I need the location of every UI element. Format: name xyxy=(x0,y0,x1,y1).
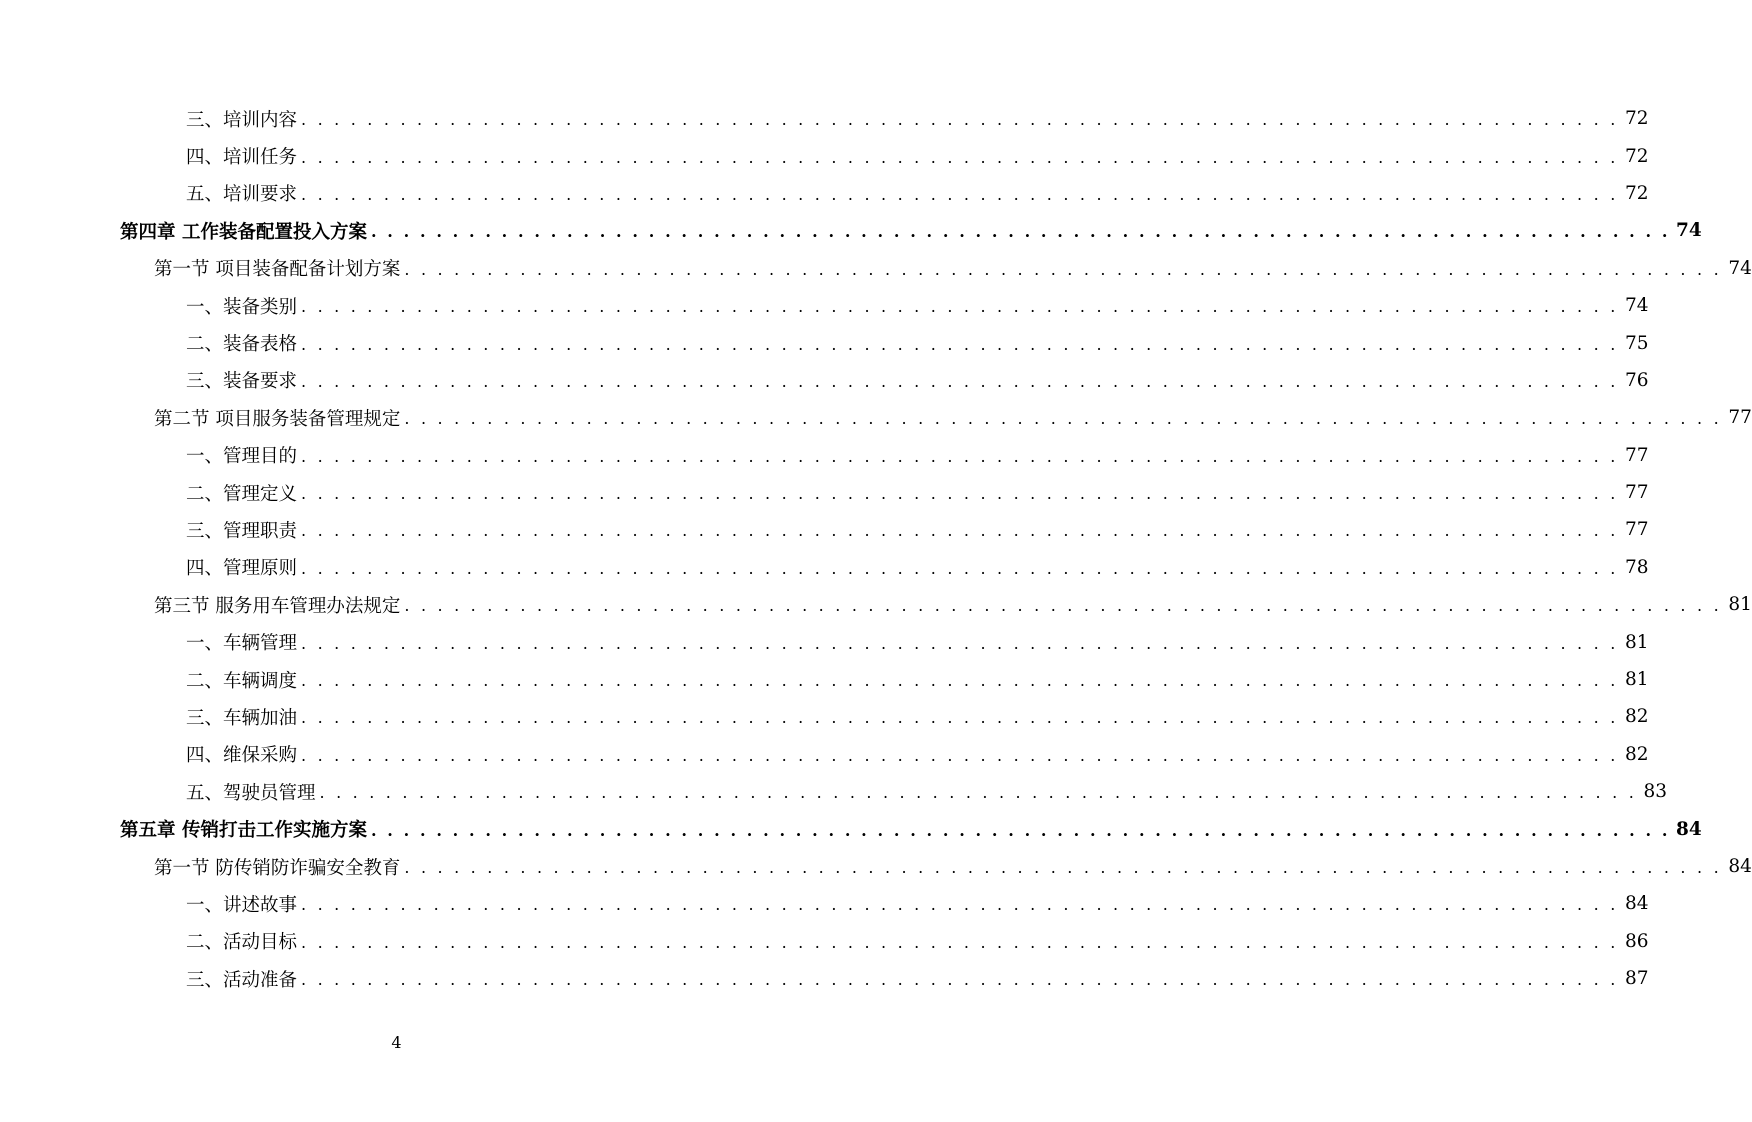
toc-entry-page: 81 xyxy=(1624,631,1649,653)
toc-entry-page: 74 xyxy=(1624,295,1649,317)
toc-entry-page: 81 xyxy=(1728,594,1752,616)
toc-entry-title: 四、维保采购 xyxy=(186,745,298,767)
toc-subsection-entry[interactable] xyxy=(0,773,1667,810)
toc-subsection-entry[interactable] xyxy=(0,736,1649,773)
toc-entry-page: 72 xyxy=(1624,145,1649,167)
toc-subsection-entry[interactable] xyxy=(0,661,1649,698)
dot-leader: . . . . . . . . . . . . . . . . . . . . . . . . . . . . . . . . . . . . . . . . . . . . . . . . . . . . . . . . . . . . . . . . . . . . . . . . . . . . . . . . xyxy=(301,297,1619,317)
toc-entry-page: 72 xyxy=(1624,182,1649,204)
toc-subsection-entry[interactable] xyxy=(0,287,1649,324)
dot-leader: . . . . . . . . . . . . . . . . . . . . . . . . . . . . . . . . . . . . . . . . . . . . . . . . . . . . . . . . . . . . . . . . . . . . . . . . . . . . . . . . xyxy=(404,858,1722,877)
dot-leader: . . . . . . . . . . . . . . . . . . . . . . . . . . . . . . . . . . . . . . . . . . . . . . . . . . . . . . . . . . . . . . . . . . . . . . . . . . . . . . . . xyxy=(301,708,1619,728)
toc-subsection-entry[interactable] xyxy=(0,923,1649,960)
dot-leader: . . . . . . . . . . . . . . . . . . . . . . . . . . . . . . . . . . . . . . . . . . . . . . . . . . . . . . . . . . . . . . . . . . . . . . . . . . . . . . . . xyxy=(301,970,1619,990)
toc-entry-title: 第一节 项目装备配备计划方案 xyxy=(154,259,401,281)
toc-entry-page: 81 xyxy=(1624,669,1649,691)
toc-entry-page: 77 xyxy=(1624,444,1649,466)
toc-subsection-entry[interactable] xyxy=(0,698,1649,735)
toc-entry-title: 四、培训任务 xyxy=(186,147,298,169)
toc-entry-page: 86 xyxy=(1624,930,1649,952)
toc-entry-title: 一、讲述故事 xyxy=(186,894,298,916)
dot-leader: . . . . . . . . . . . . . . . . . . . . . . . . . . . . . . . . . . . . . . . . . . . . . . . . . . . . . . . . . . . . . . . . . . . . . . . . . . . . . . . . xyxy=(301,110,1619,130)
toc-chapter-entry[interactable] xyxy=(0,810,1702,847)
toc-section-entry[interactable] xyxy=(0,399,1752,436)
toc-entry-title: 二、车辆调度 xyxy=(186,670,298,692)
toc-entry-page: 72 xyxy=(1624,108,1649,130)
toc-subsection-entry[interactable] xyxy=(0,549,1649,586)
toc-entry-title: 五、驾驶员管理 xyxy=(186,782,316,804)
toc-subsection-entry[interactable] xyxy=(0,100,1649,137)
toc-section-entry[interactable] xyxy=(0,848,1752,885)
dot-leader: . . . . . . . . . . . . . . . . . . . . . . . . . . . . . . . . . . . . . . . . . . . . . . . . . . . . . . . . . . . . . . . . . . . . . . . . . . . . . . . . xyxy=(404,409,1722,429)
toc-entry-title: 四、管理原则 xyxy=(186,558,298,580)
toc-entry-title: 第一节 防传销防诈骗安全教育 xyxy=(154,857,401,879)
toc-entry-title: 第四章 工作装备配置投入方案 xyxy=(120,221,367,243)
dot-leader: . . . . . . . . . . . . . . . . . . . . . . . . . . . . . . . . . . . . . . . . . . . . . . . . . . . . . . . . . . . . . . . . . . . . . . . . . . . . . . . . xyxy=(404,259,1722,279)
dot-leader: . . . . . . . . . . . . . . . . . . . . . . . . . . . . . . . . . . . . . . . . . . . . . . . . . . . . . . . . . . . . . . . . . . . . . . . . . . . . . . . . xyxy=(301,895,1619,915)
toc-section-entry[interactable] xyxy=(0,250,1752,287)
toc-subsection-entry[interactable] xyxy=(0,324,1649,361)
dot-leader: . . . . . . . . . . . . . . . . . . . . . . . . . . . . . . . . . . . . . . . . . . . . . . . . . . . . . . . . . . . . . . . . . . . . . . . . . . . . . . . . xyxy=(319,783,1637,803)
toc-entry-title: 三、培训内容 xyxy=(186,109,298,131)
toc-subsection-entry[interactable] xyxy=(0,511,1649,548)
toc-chapter-entry[interactable] xyxy=(0,212,1702,249)
toc-subsection-entry[interactable] xyxy=(0,623,1649,660)
dot-leader: . . . . . . . . . . . . . . . . . . . . . . . . . . . . . . . . . . . . . . . . . . . . . . . . . . . . . . . . . . . . . . . . . . . . . . . . . . . . . . . . xyxy=(301,334,1619,354)
toc-entry-page: 84 xyxy=(1676,818,1702,840)
dot-leader: . . . . . . . . . . . . . . . . . . . . . . . . . . . . . . . . . . . . . . . . . . . . . . . . . . . . . . . . . . . . . . . . . . . . . . . . . . . . . . . . xyxy=(301,371,1619,391)
toc-entry-title: 一、管理目的 xyxy=(186,446,298,468)
toc-subsection-entry[interactable] xyxy=(0,362,1649,399)
dot-leader: . . . . . . . . . . . . . . . . . . . . . . . . . . . . . . . . . . . . . . . . . . . . . . . . . . . . . . . . . . . . . . . . . . . . . . . . . . . . . . . . xyxy=(370,820,1671,840)
toc-subsection-entry[interactable] xyxy=(0,437,1649,474)
toc-subsection-entry[interactable] xyxy=(0,137,1649,174)
dot-leader: . . . . . . . . . . . . . . . . . . . . . . . . . . . . . . . . . . . . . . . . . . . . . . . . . . . . . . . . . . . . . . . . . . . . . . . . . . . . . . . . xyxy=(301,147,1619,167)
dot-leader: . . . . . . . . . . . . . . . . . . . . . . . . . . . . . . . . . . . . . . . . . . . . . . . . . . . . . . . . . . . . . . . . . . . . . . . . . . . . . . . . xyxy=(370,222,1671,242)
toc-entry-title: 二、管理定义 xyxy=(186,483,298,505)
toc-entry-page: 75 xyxy=(1624,332,1649,354)
toc-entry-title: 一、装备类别 xyxy=(186,296,298,318)
toc-entry-page: 87 xyxy=(1624,968,1649,990)
toc-entry-title: 第二节 项目服务装备管理规定 xyxy=(154,408,401,430)
toc-entry-title: 第三节 服务用车管理办法规定 xyxy=(154,595,401,617)
toc-entry-page: 84 xyxy=(1624,893,1649,915)
toc-entry-page: 82 xyxy=(1624,743,1649,765)
toc-subsection-entry[interactable] xyxy=(0,474,1649,511)
dot-leader: . . . . . . . . . . . . . . . . . . . . . . . . . . . . . . . . . . . . . . . . . . . . . . . . . . . . . . . . . . . . . . . . . . . . . . . . . . . . . . . . xyxy=(301,558,1619,578)
table-of-contents xyxy=(0,100,1752,997)
toc-entry-page: 74 xyxy=(1676,220,1702,242)
toc-entry-page: 77 xyxy=(1624,482,1649,504)
dot-leader: . . . . . . . . . . . . . . . . . . . . . . . . . . . . . . . . . . . . . . . . . . . . . . . . . . . . . . . . . . . . . . . . . . . . . . . . . . . . . . . . xyxy=(301,745,1619,765)
toc-entry-title: 五、培训要求 xyxy=(186,184,298,206)
toc-entry-page: 74 xyxy=(1728,257,1752,279)
toc-subsection-entry[interactable] xyxy=(0,960,1649,997)
dot-leader: . . . . . . . . . . . . . . . . . . . . . . . . . . . . . . . . . . . . . . . . . . . . . . . . . . . . . . . . . . . . . . . . . . . . . . . . . . . . . . . . xyxy=(301,932,1619,952)
toc-entry-page: 82 xyxy=(1624,706,1649,728)
toc-entry-page: 76 xyxy=(1624,369,1649,391)
toc-entry-page: 77 xyxy=(1728,407,1752,429)
toc-subsection-entry[interactable] xyxy=(0,175,1649,212)
page-number: 4 xyxy=(391,1033,402,1052)
dot-leader: . . . . . . . . . . . . . . . . . . . . . . . . . . . . . . . . . . . . . . . . . . . . . . . . . . . . . . . . . . . . . . . . . . . . . . . . . . . . . . . . xyxy=(301,521,1619,541)
toc-entry-page: 83 xyxy=(1643,781,1667,803)
dot-leader: . . . . . . . . . . . . . . . . . . . . . . . . . . . . . . . . . . . . . . . . . . . . . . . . . . . . . . . . . . . . . . . . . . . . . . . . . . . . . . . . xyxy=(301,633,1619,653)
dot-leader: . . . . . . . . . . . . . . . . . . . . . . . . . . . . . . . . . . . . . . . . . . . . . . . . . . . . . . . . . . . . . . . . . . . . . . . . . . . . . . . . xyxy=(301,484,1619,504)
dot-leader: . . . . . . . . . . . . . . . . . . . . . . . . . . . . . . . . . . . . . . . . . . . . . . . . . . . . . . . . . . . . . . . . . . . . . . . . . . . . . . . . xyxy=(301,446,1619,466)
toc-entry-title: 三、活动准备 xyxy=(186,969,298,991)
dot-leader: . . . . . . . . . . . . . . . . . . . . . . . . . . . . . . . . . . . . . . . . . . . . . . . . . . . . . . . . . . . . . . . . . . . . . . . . . . . . . . . . xyxy=(301,671,1619,691)
toc-entry-title: 二、活动目标 xyxy=(186,932,298,954)
toc-entry-title: 三、管理职责 xyxy=(186,520,298,542)
toc-entry-page: 84 xyxy=(1728,856,1752,877)
toc-entry-title: 第五章 传销打击工作实施方案 xyxy=(120,820,367,842)
toc-section-entry[interactable] xyxy=(0,586,1752,623)
toc-subsection-entry[interactable] xyxy=(0,885,1649,922)
toc-entry-title: 三、装备要求 xyxy=(186,371,298,393)
toc-entry-title: 三、车辆加油 xyxy=(186,707,298,729)
toc-entry-page: 77 xyxy=(1624,519,1649,541)
toc-entry-title: 二、装备表格 xyxy=(186,334,298,356)
dot-leader: . . . . . . . . . . . . . . . . . . . . . . . . . . . . . . . . . . . . . . . . . . . . . . . . . . . . . . . . . . . . . . . . . . . . . . . . . . . . . . . . xyxy=(301,184,1619,204)
toc-entry-title: 一、车辆管理 xyxy=(186,633,298,655)
toc-entry-page: 78 xyxy=(1624,556,1649,578)
dot-leader: . . . . . . . . . . . . . . . . . . . . . . . . . . . . . . . . . . . . . . . . . . . . . . . . . . . . . . . . . . . . . . . . . . . . . . . . . . . . . . . . xyxy=(404,596,1722,616)
